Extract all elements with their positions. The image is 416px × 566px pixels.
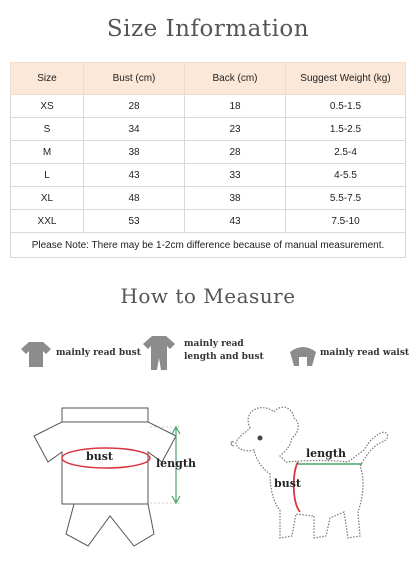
- cell-back: 28: [185, 141, 286, 164]
- cell-bust: 53: [84, 210, 185, 233]
- cell-back: 23: [185, 118, 286, 141]
- jumpsuit-icon: [142, 334, 176, 372]
- table-row: [11, 141, 406, 164]
- cell-weight: 4-5.5: [286, 164, 406, 187]
- garment-length-label: length: [156, 457, 196, 470]
- cell-back: 38: [185, 187, 286, 210]
- note-row: [11, 233, 406, 258]
- cell-size: M: [11, 141, 84, 164]
- cell-bust: 34: [84, 118, 185, 141]
- cell-weight: 1.5-2.5: [286, 118, 406, 141]
- cell-size: XXL: [11, 210, 84, 233]
- header-bust: Bust (cm): [84, 63, 185, 95]
- garment-bust-label: bust: [86, 450, 113, 463]
- dog-diagram: [220, 400, 406, 550]
- cell-bust: 43: [84, 164, 185, 187]
- size-information-title: Size Information: [106, 16, 310, 42]
- cell-weight: 0.5-1.5: [286, 95, 406, 118]
- cell-bust: 48: [84, 187, 185, 210]
- table-header-row: [11, 63, 406, 95]
- garment-diagram: [28, 400, 208, 548]
- cell-bust: 38: [84, 141, 185, 164]
- how-to-measure-title: How to Measure: [120, 284, 296, 308]
- shirt-label: mainly read bust: [56, 348, 141, 358]
- cell-back: 33: [185, 164, 286, 187]
- shirt-icon: [20, 340, 52, 368]
- jumpsuit-label-line-1: mainly read: [184, 339, 244, 349]
- garment-type-legend: [0, 334, 416, 384]
- table-row: [11, 164, 406, 187]
- header-weight: Suggest Weight (kg): [286, 63, 406, 95]
- jumpsuit-label: [184, 338, 264, 364]
- cell-weight: 5.5-7.5: [286, 187, 406, 210]
- table-row: [11, 95, 406, 118]
- table-row: [11, 187, 406, 210]
- header-back: Back (cm): [185, 63, 286, 95]
- cell-size: XL: [11, 187, 84, 210]
- size-table: [10, 62, 406, 258]
- dog-bust-label: bust: [274, 477, 301, 490]
- cell-weight: 2.5-4: [286, 141, 406, 164]
- dog-eye: [258, 436, 263, 441]
- cell-bust: 28: [84, 95, 185, 118]
- measurement-note: Please Note: There may be 1-2cm difference because of manual measurement.: [11, 233, 406, 258]
- jumpsuit-label-line-2: length and bust: [184, 352, 264, 362]
- header-size: Size: [11, 63, 84, 95]
- cell-size: S: [11, 118, 84, 141]
- dog-length-label: length: [306, 447, 346, 460]
- harness-label: mainly read waist: [320, 348, 410, 358]
- cell-back: 18: [185, 95, 286, 118]
- cell-weight: 7.5-10: [286, 210, 406, 233]
- cell-size: L: [11, 164, 84, 187]
- table-row: [11, 118, 406, 141]
- cell-back: 43: [185, 210, 286, 233]
- cell-size: XS: [11, 95, 84, 118]
- table-row: [11, 210, 406, 233]
- harness-icon: [288, 344, 318, 368]
